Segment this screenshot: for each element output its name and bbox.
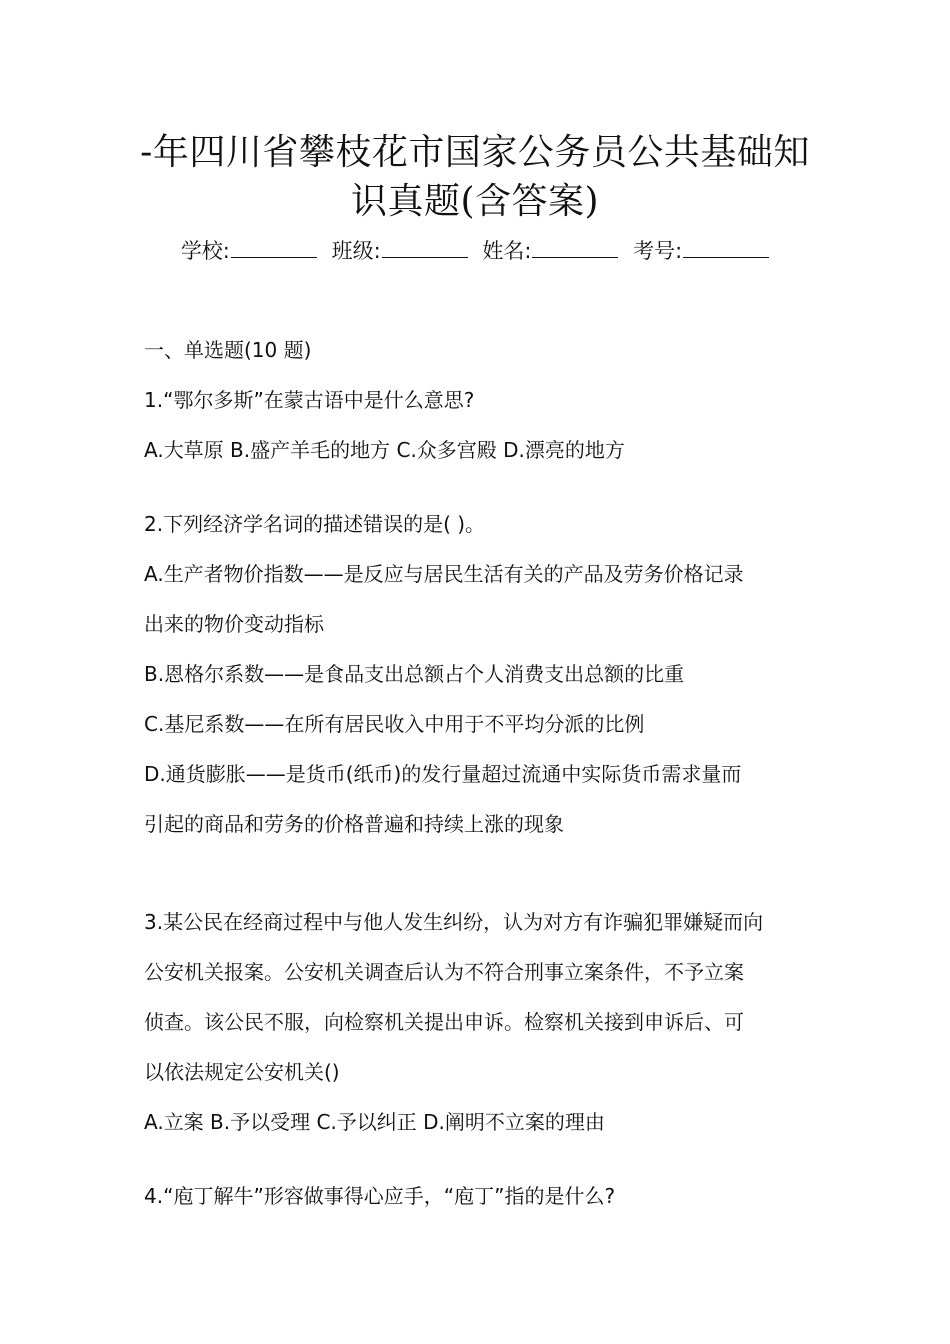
question-2-option-line-4: C.基尼系数——在所有居民收入中用于不平均分派的比例 [144, 712, 645, 736]
section-heading: 一、单选题(10 题) [144, 338, 312, 362]
class-field [332, 239, 468, 263]
class-label: 班级: [331, 239, 381, 263]
student-info-line [0, 236, 950, 266]
question-2-option-line-1: A.生产者物价指数——是反应与居民生活有关的产品及劳务价格记录 [144, 562, 744, 586]
class-blank [382, 237, 468, 258]
question-3-stem-line-2: 公安机关报案。公安机关调查后认为不符合刑事立案条件，不予立案 [144, 960, 744, 984]
exam-number-label: 考号: [633, 239, 683, 263]
question-3-stem-line-1: 3.某公民在经商过程中与他人发生纠纷，认为对方有诈骗犯罪嫌疑而向 [144, 910, 764, 934]
document-title-line-1: -年四川省攀枝花市国家公务员公共基础知 [140, 132, 810, 173]
question-3-stem-line-4: 以依法规定公安机关() [144, 1060, 340, 1084]
question-2-option-line-6: 引起的商品和劳务的价格普遍和持续上涨的现象 [144, 812, 564, 836]
question-1-options: A.大草原 B.盛产羊毛的地方 C.众多宫殿 D.漂亮的地方 [144, 438, 625, 462]
school-field [181, 239, 317, 263]
school-label: 学校: [180, 239, 230, 263]
question-4-stem: 4.“庖丁解牛”形容做事得心应手，“庖丁”指的是什么? [144, 1184, 616, 1208]
question-2-option-line-5: D.通货膨胀——是货币(纸币)的发行量超过流通中实际货币需求量而 [144, 762, 742, 786]
question-3-options: A.立案 B.予以受理 C.予以纠正 D.阐明不立案的理由 [144, 1110, 605, 1134]
school-blank [231, 237, 317, 258]
document-title-line-2: 识真题(含答案) [350, 181, 600, 222]
name-blank [532, 237, 618, 258]
question-2-option-line-2: 出来的物价变动指标 [144, 612, 324, 636]
question-2-option-line-3: B.恩格尔系数——是食品支出总额占个人消费支出总额的比重 [144, 662, 685, 686]
name-field [482, 239, 618, 263]
question-3-stem-line-3: 侦查。该公民不服，向检察机关提出申诉。检察机关接到申诉后、可 [144, 1010, 744, 1034]
exam-number-field [633, 239, 769, 263]
question-2-stem: 2.下列经济学名词的描述错误的是( )。 [144, 512, 486, 536]
exam-number-blank [683, 237, 769, 258]
question-1-stem: 1.“鄂尔多斯”在蒙古语中是什么意思? [144, 388, 475, 412]
name-label: 姓名: [482, 239, 532, 263]
